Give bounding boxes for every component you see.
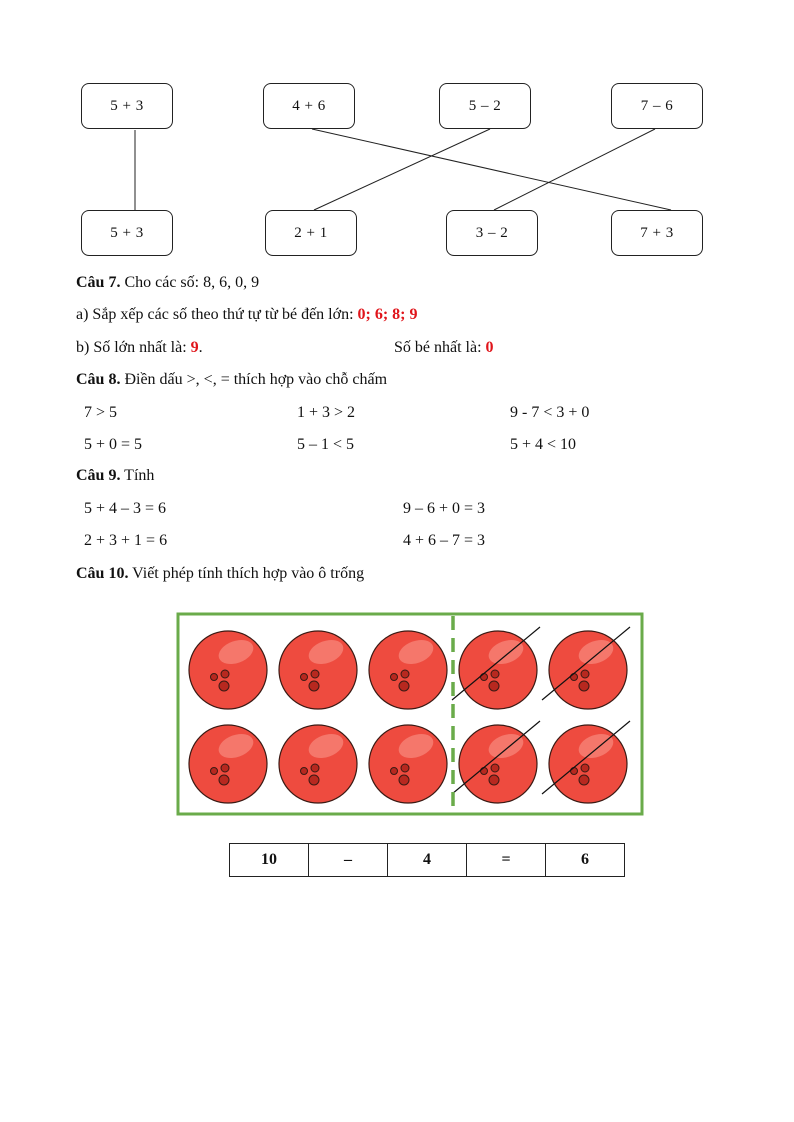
match-bottom-box-1: 5 + 3 bbox=[81, 210, 173, 256]
match-bottom-box-4: 7 + 3 bbox=[611, 210, 703, 256]
compare-item: 7 > 5 bbox=[84, 404, 118, 421]
question-10-heading bbox=[76, 565, 364, 583]
question-7-text: Cho các số: 8, 6, 0, 9 bbox=[120, 274, 260, 291]
question-7a bbox=[76, 306, 418, 324]
apple bbox=[369, 631, 447, 709]
apple bbox=[279, 631, 357, 709]
apple bbox=[459, 631, 537, 709]
answer-table bbox=[229, 843, 625, 877]
apple bbox=[369, 725, 447, 803]
match-top-box-2: 4 + 6 bbox=[263, 83, 355, 129]
apple bbox=[189, 631, 267, 709]
answer-cell-1[interactable]: 10 bbox=[230, 844, 309, 877]
question-7c-text: Số bé nhất là: bbox=[394, 339, 486, 356]
match-line bbox=[314, 129, 490, 210]
compare-item: 5 – 1 < 5 bbox=[297, 436, 355, 453]
match-top-box-4: 7 – 6 bbox=[611, 83, 703, 129]
question-7c-answer: 0 bbox=[485, 339, 494, 356]
apple-picture bbox=[176, 612, 644, 818]
compare-item: 9 - 7 < 3 + 0 bbox=[510, 404, 590, 421]
apple bbox=[459, 725, 537, 803]
apple bbox=[279, 725, 357, 803]
question-7-title: Câu 7. bbox=[76, 274, 121, 291]
question-7a-answer: 0; 6; 8; 9 bbox=[357, 306, 418, 323]
question-7a-text: a) Sắp xếp các số theo thứ tự từ bé đến lớn: bbox=[76, 306, 358, 323]
match-top-box-1: 5 + 3 bbox=[81, 83, 173, 129]
match-line bbox=[494, 129, 655, 210]
calc-item: 4 + 6 – 7 = 3 bbox=[403, 532, 486, 549]
question-7b-answer: 9 bbox=[190, 339, 199, 356]
answer-cell-4[interactable]: = bbox=[467, 844, 546, 877]
question-9-title: Câu 9. bbox=[76, 467, 121, 484]
calc-item: 2 + 3 + 1 = 6 bbox=[84, 532, 168, 549]
compare-item: 5 + 4 < 10 bbox=[510, 436, 577, 453]
apple bbox=[189, 725, 267, 803]
match-line bbox=[312, 129, 671, 210]
question-8-heading bbox=[76, 371, 387, 389]
question-10-title: Câu 10. bbox=[76, 565, 129, 582]
answer-cell-2[interactable]: – bbox=[309, 844, 388, 877]
apple bbox=[549, 631, 627, 709]
compare-item: 1 + 3 > 2 bbox=[297, 404, 356, 421]
question-7-heading bbox=[76, 274, 259, 292]
question-8-title: Câu 8. bbox=[76, 371, 121, 388]
match-top-box-3: 5 – 2 bbox=[439, 83, 531, 129]
calc-item: 9 – 6 + 0 = 3 bbox=[403, 500, 486, 517]
question-7b bbox=[76, 339, 203, 357]
match-bottom-box-3: 3 – 2 bbox=[446, 210, 538, 256]
calc-item: 5 + 4 – 3 = 6 bbox=[84, 500, 167, 517]
question-9-text: Tính bbox=[120, 467, 155, 484]
compare-item: 5 + 0 = 5 bbox=[84, 436, 143, 453]
question-10-text: Viết phép tính thích hợp vào ô trống bbox=[128, 565, 365, 582]
match-bottom-box-2: 2 + 1 bbox=[265, 210, 357, 256]
question-8-text: Điền dấu >, <, = thích hợp vào chỗ chấm bbox=[120, 371, 388, 388]
answer-cell-3[interactable]: 4 bbox=[388, 844, 467, 877]
apple bbox=[549, 725, 627, 803]
question-9-heading bbox=[76, 467, 154, 485]
question-7b-suffix: . bbox=[198, 339, 203, 356]
question-7b-text: b) Số lớn nhất là: bbox=[76, 339, 191, 356]
question-7c bbox=[394, 339, 494, 357]
answer-cell-5[interactable]: 6 bbox=[546, 844, 625, 877]
